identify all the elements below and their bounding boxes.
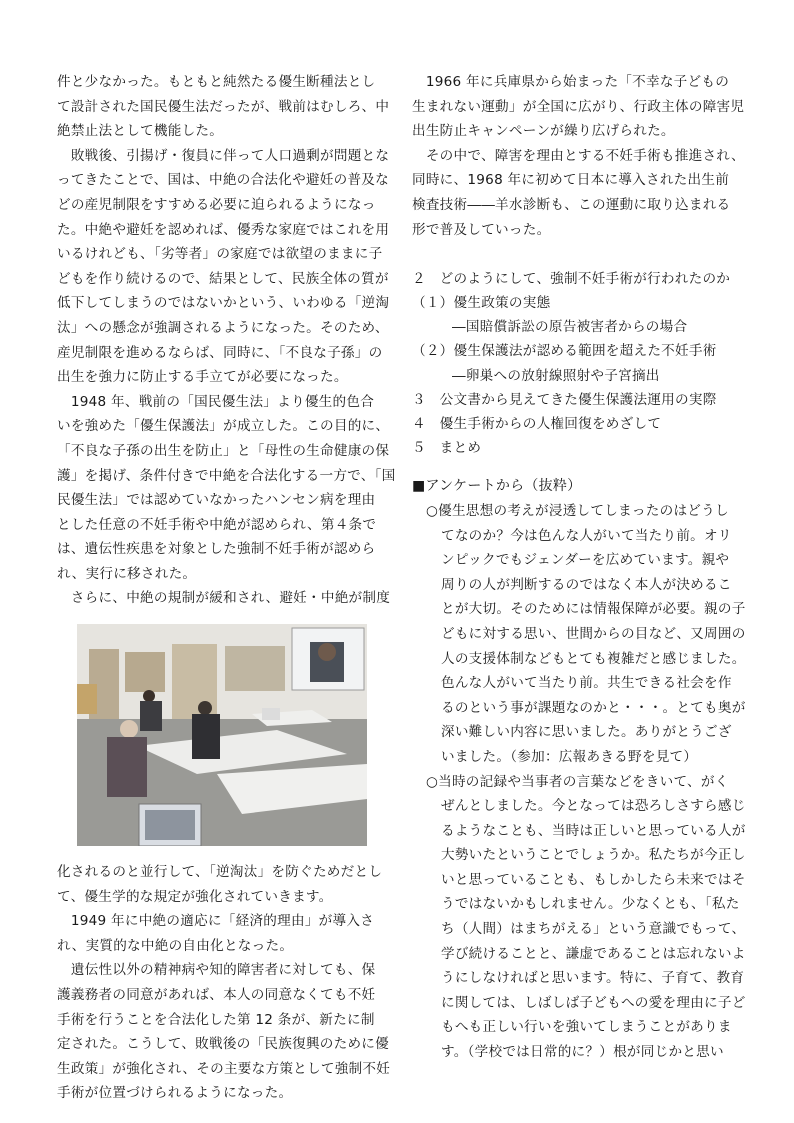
paragraph-line: ○当時の記録や当事者の言葉などをきいて、がく [426,773,729,790]
paragraph-line: いました。（参加：広報あきる野を見て） [441,748,698,765]
toc-item: ４ 優生手術からの人権回復をめざして [412,415,662,432]
survey-heading: ■アンケートから（抜粋） [412,478,582,495]
paragraph-line: 同時に、1968 年に初めて日本に導入された出生前 [412,172,730,189]
seminar-photo [77,624,367,846]
toc-item: ２ どのようにして、強制不妊手術が行われたのか [412,270,731,287]
paragraph-line: とが大切。そのためには情報保障が必要。親の子 [441,601,746,618]
paragraph-line: 深い難しい内容に思いました。ありがとうござ [441,724,732,741]
table-of-contents [412,267,752,461]
paragraph-line: どもに対する思い、世間からの目など、又周囲の [441,625,746,642]
paragraph-line: 産児制限を進めるならば、同時に、「不良な子孫」の [57,344,383,361]
paragraph-line: 絶禁止法として機能した。 [57,123,224,140]
paragraph-line: 生まれない運動」が全国に広がり、行政主体の障害児 [412,98,745,115]
paragraph-line: 汰」への懸念が強調されるようになった。そのため、 [57,319,389,336]
paragraph [412,70,752,144]
paragraph-line: 出生防止キャンペーンが繰り広げられた。 [412,123,675,140]
paragraph-line: 色んな人がいて当たり前。共生できる社会を作 [441,675,732,692]
paragraph-line: 人の支援体制などもとても複雑だと感じました。 [441,650,746,667]
paragraph-line: 遺伝性以外の精神病や知的障害者に対しても、保 [57,962,376,979]
paragraph-line: は、遺伝性疾患を対象とした強制不妊手術が認めら [57,541,376,558]
paragraph-line: いを強めた「優生保護法」が成立した。この目的に、 [57,418,390,435]
paragraph-line: れ、実質的な中絶の自由化となった。 [57,937,294,954]
paragraph-line: れ、実行に移された。 [57,565,197,582]
paragraph [412,144,752,242]
paragraph-line: 1948 年、戦前の「国民優生法」より優生的色合 [57,393,375,410]
paragraph-line: 化されるのと並行して、「逆淘汰」を防ぐためだとし [57,864,383,881]
survey-response [412,770,752,1065]
paragraph-line: 件と少なかった。もともと純然たる優生断種法とし [57,74,376,90]
paragraph-line: うではないかもしれません。少なくとも、「私た [441,896,740,913]
paragraph-line: いと思っていることも、もしかしたら未来ではそ [441,871,746,888]
paragraph-line: に関しては、しばしば子どもへの愛を理由に子ど [441,994,746,1011]
paragraph-line: てなのか？今は色んな人がいて当たり前。オリ [441,527,732,544]
paragraph-line: て設計された国民優生法だったが、戦前はむしろ、中 [57,98,390,115]
paragraph-line: 「不良な子孫の出生を防止」と「母性の生命健康の保 [57,442,390,459]
paragraph-line: 1966 年に兵庫県から始まった「不幸な子どもの [412,74,730,90]
paragraph-line: 低下してしまうのではないかという、いわゆる「逆淘 [57,295,390,312]
paragraph-line: 学び続けることと、謙虚であることは忘れないよ [441,945,746,962]
paragraph [57,958,391,1106]
toc-item: （２）優生保護法が認める範囲を超えた不妊手術 [412,343,717,360]
paragraph-line: るのという事が課題なのかと・・・。とても奥が [441,699,746,716]
paragraph-line: 検査技術――羊水診断も、この運動に取り込まれる [412,196,731,213]
paragraph-line: ンピックでもジェンダーを広めています。親や [441,552,730,569]
paragraph [57,390,396,587]
paragraph [57,70,390,144]
paragraph-line: いるけれども、「劣等者」の家庭では欲望のままに子 [57,246,383,263]
paragraph-line: 周りの人が判断するのではなく本人が決めるこ [441,576,732,593]
paragraph-line: どもを作り続けるので、結果として、民族全体の質が [57,270,389,287]
toc-item: ３ 公文書から見えてきた優生保護法運用の実際 [412,391,717,408]
paragraph [57,144,390,390]
paragraph-line: 手術を行うことを合法化した第 12 条が、新たに制 [57,1011,375,1028]
paragraph-line: ○優生思想の考えが浸透してしまったのはどうし [426,502,729,519]
left-column [57,70,396,1106]
paragraph-line: 大勢いたということでしょうか。私たちが今正し [441,847,746,864]
paragraph [57,909,387,958]
paragraph-line: 手術が位置づけられるようになった。 [57,1085,293,1102]
paragraph-line: どの産児制限をすすめる必要に迫られるようになっ [57,196,376,213]
toc-item: ５ まとめ [412,440,482,457]
paragraph-line: て、優生学的な規定が強化されていきます。 [57,888,333,905]
seminar-room-illustration [77,624,367,846]
paragraph-line: た。中絶や避妊を認めれば、優秀な家庭ではこれを用 [57,221,390,238]
paragraph-line: 敗戦後、引揚げ・復員に伴って人口過剰が問題とな [57,147,390,164]
toc-item: ―卵巣への放射線照射や子宮摘出 [452,367,660,384]
paragraph-line: さらに、中絶の規制が緩和され、避妊・中絶が制度 [57,590,391,607]
paragraph-line: 護」を掲げ、条件付きで中絶を合法化する一方で、「国 [57,467,396,484]
paragraph-line: とした任意の不妊手術や中絶が認められ、第４条で [57,516,377,533]
paragraph-line: 生政策」が強化され、その主要な方策として強制不妊 [57,1060,391,1077]
paragraph-line: ってきたことで、国は、中絶の合法化や避妊の普及な [57,172,389,189]
paragraph-line: す。（学校では日常的に？）根が同じかと思い [441,1044,724,1061]
paragraph-line: 形で普及していった。 [412,221,551,238]
right-column [412,70,752,1065]
toc-item: ―国賠償訴訟の原告被害者からの場合 [452,319,688,336]
paragraph [57,860,387,909]
toc-item: （１）優生政策の実態 [412,294,551,311]
paragraph-line: 出生を強力に防止する手立てが必要になった。 [57,369,348,386]
paragraph-line: 定された。こうして、敗戦後の「民族復興のために優 [57,1036,389,1053]
paragraph-line: うにしなければと思います。特に、子育て、教育 [441,970,745,987]
paragraph-line: もへも正しい行いを強いてしまうことがありま [441,1019,732,1036]
paragraph-line: 民優生法」では認めていなかったハンセン病を理由 [57,492,376,509]
paragraph-line: その中で、障害を理由とする不妊手術も推進され、 [412,147,745,164]
paragraph-line: 護義務者の同意があれば、本人の同意なくても不妊 [57,987,376,1004]
paragraph-line: ち（人間）はまちがえる」という意識でもって、 [441,921,746,938]
paragraph-line: 1949 年に中絶の適応に「経済的理由」が導入さ [57,913,375,930]
survey-response [412,499,752,770]
spacer [412,242,752,267]
paragraph-line: るようなことも、当時は正しいと思っている人が [441,822,746,839]
paragraph-line: ぜんとしました。今となっては恐ろしさすら感じ [441,798,746,815]
